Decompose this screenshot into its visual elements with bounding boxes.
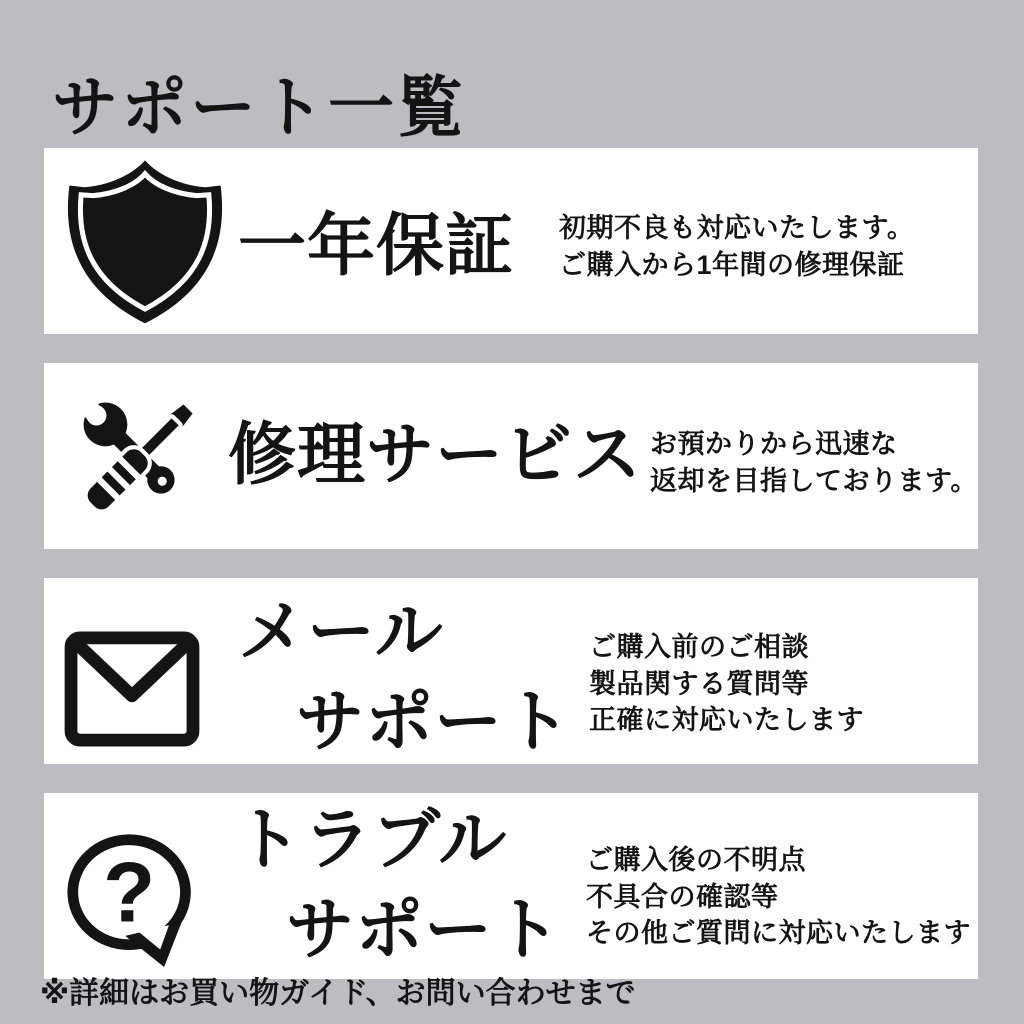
card-description (559, 210, 914, 283)
desc-line: 正確に対応いたします (589, 705, 864, 735)
card-one-year-warranty (44, 148, 978, 334)
card-title-line: トラブル (234, 802, 508, 878)
card-title-line: 修理サービス (228, 417, 643, 493)
card-title-line: メール (238, 594, 444, 670)
card-title (238, 594, 573, 760)
desc-line: 初期不良も対応いたします。 (559, 213, 915, 243)
desc-line: ご購入後の不明点 (586, 845, 806, 875)
question-bubble-icon (64, 831, 202, 967)
desc-line: ご購入前のご相談 (589, 632, 809, 662)
card-trouble-support (44, 793, 978, 979)
card-description (586, 842, 971, 952)
desc-line: ご購入から1年間の修理保証 (559, 249, 905, 280)
card-repair-service (44, 363, 978, 549)
desc-line: その他ご質問に対応いたします (586, 918, 971, 948)
card-title-line: 一年保証 (238, 208, 515, 284)
card-title (238, 208, 515, 284)
desc-line: 返却を目指しております。 (650, 465, 978, 496)
card-title (234, 802, 563, 968)
card-description (650, 426, 978, 499)
desc-line: 製品関する質問等 (589, 668, 809, 699)
mail-icon (62, 630, 202, 748)
card-title-line: サポート (296, 684, 573, 760)
tools-icon (66, 385, 212, 531)
footer-note: ※詳細はお買い物ガイド、お問い合わせまで (40, 977, 636, 1010)
page-title: サポート一覧 (52, 70, 466, 145)
desc-line: お預かりから迅速な (650, 429, 898, 459)
shield-icon (60, 157, 230, 325)
card-mail-support (44, 578, 978, 764)
card-title-line: サポート (286, 892, 563, 968)
card-description (589, 629, 864, 739)
svg-text:?: ? (103, 845, 156, 941)
desc-line: 不具合の確認等 (586, 881, 779, 912)
card-title (228, 417, 643, 493)
